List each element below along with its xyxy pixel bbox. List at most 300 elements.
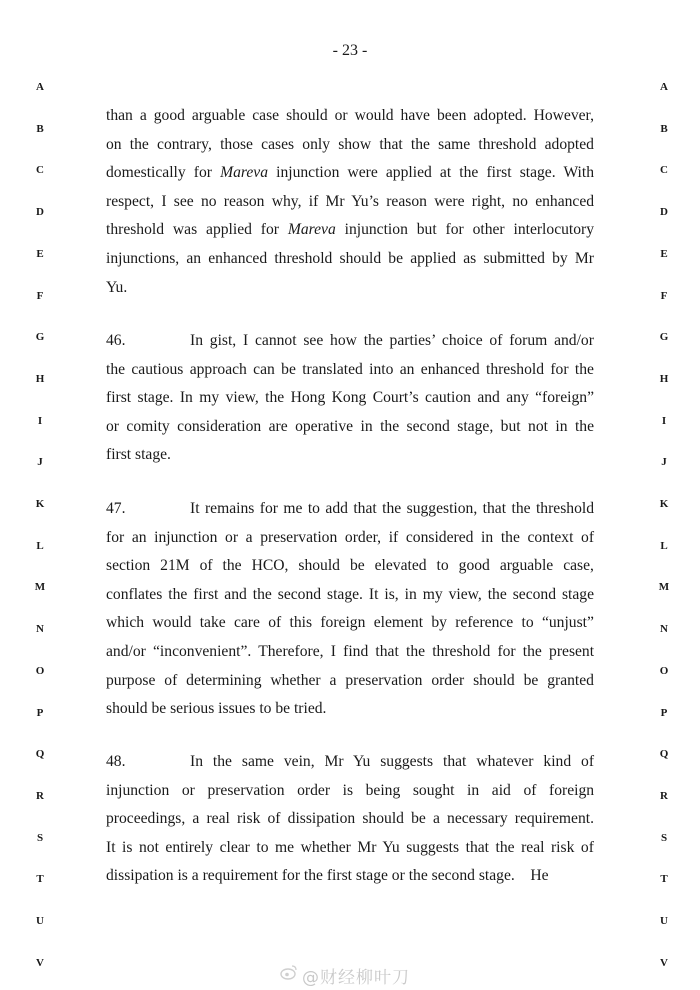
word: how — [330, 332, 357, 349]
word: can — [253, 360, 275, 378]
word: respect, — [106, 192, 155, 210]
word: operative — [295, 417, 354, 435]
page-number: - 23 - — [332, 42, 368, 59]
margin-letter-right: E — [660, 247, 668, 260]
word: case, — [563, 557, 594, 575]
margin-letter-right: O — [659, 664, 669, 677]
word: aid — [491, 781, 511, 799]
word: should — [339, 250, 382, 267]
word: be — [281, 360, 296, 378]
word: an — [131, 528, 147, 546]
word: Therefore, — [258, 643, 324, 660]
text-line — [106, 106, 594, 126]
word: applied — [410, 250, 457, 267]
word: risk — [236, 810, 261, 828]
word: to — [436, 557, 449, 575]
word: cases — [261, 135, 295, 153]
word: being — [365, 781, 401, 799]
text-line — [106, 642, 594, 662]
word: It — [106, 838, 116, 856]
margin-letter-right: S — [660, 831, 668, 844]
word: same — [241, 753, 274, 770]
word: my — [199, 389, 220, 407]
word: Mr — [324, 753, 344, 770]
margin-letter-left: K — [35, 498, 45, 510]
word: applied — [385, 164, 432, 182]
word: and/or — [554, 332, 594, 349]
word: I — [243, 332, 249, 349]
word: the — [168, 585, 188, 603]
word: enhanced — [208, 250, 268, 267]
word: as — [463, 250, 477, 267]
word: into — [369, 360, 394, 378]
word: to — [521, 614, 534, 632]
word: suggests — [380, 753, 434, 770]
word: reference — [455, 614, 514, 632]
word: stage — [561, 585, 594, 603]
italic-case-name: Mareva — [287, 221, 336, 239]
margin-letter-right: I — [661, 414, 667, 427]
word: approach — [189, 360, 247, 378]
word: Yu’s — [351, 192, 379, 210]
text-line — [106, 838, 594, 858]
margin-letter-left: S — [36, 831, 44, 844]
word: any — [506, 389, 529, 407]
word: in — [481, 528, 494, 546]
word: HCO, — [251, 557, 289, 575]
word: should — [473, 671, 515, 689]
word: is — [122, 838, 133, 856]
margin-letter-right: H — [659, 372, 669, 385]
word: the — [252, 585, 272, 603]
word: whether — [300, 838, 351, 856]
margin-letter-left: L — [36, 539, 44, 552]
word: but — [500, 417, 521, 435]
word: only — [302, 135, 330, 153]
word: the — [106, 360, 126, 378]
word: for — [259, 500, 278, 517]
word: by — [431, 614, 447, 632]
text-line — [190, 752, 594, 772]
word: were — [434, 192, 465, 210]
word: Kong — [331, 389, 367, 407]
word: whether — [270, 671, 321, 689]
word: a — [139, 107, 147, 124]
word: context — [527, 528, 574, 546]
word: see — [303, 332, 324, 349]
margin-letter-right: F — [660, 289, 668, 302]
paragraph-number: 47. — [106, 500, 126, 517]
word: in — [360, 417, 373, 435]
word: an — [399, 360, 415, 378]
word: submitted — [483, 250, 545, 267]
margin-letter-left: O — [35, 664, 45, 677]
word: suggestion, — [406, 500, 478, 517]
word: be — [349, 557, 365, 575]
margin-letter-right: U — [660, 915, 668, 927]
word: no — [200, 192, 217, 210]
margin-letter-right: B — [660, 122, 668, 135]
text-line — [106, 388, 594, 408]
word: in — [404, 585, 417, 603]
text-segment: dissipation is a requirement for the first stage or the second stage. He — [106, 867, 549, 885]
word: threshold — [432, 643, 491, 660]
word: my — [422, 585, 443, 603]
word: show — [338, 135, 372, 153]
word: present — [549, 643, 595, 660]
word: contrary, — [157, 135, 212, 153]
word: same — [438, 135, 471, 153]
margin-letter-right: V — [660, 956, 668, 969]
word: at — [439, 164, 452, 182]
word: gist, — [209, 332, 237, 349]
word: adopted — [544, 135, 594, 153]
word: section — [106, 557, 151, 575]
word: for — [260, 221, 279, 239]
word: 21M — [160, 557, 190, 575]
word: good — [458, 557, 490, 575]
word: stage. — [519, 164, 556, 182]
word: of — [581, 528, 595, 546]
text-line — [106, 360, 594, 380]
word: second — [277, 585, 322, 603]
word: this — [289, 614, 313, 632]
word: would — [354, 107, 394, 124]
word: Mr — [325, 192, 345, 210]
word: that — [443, 753, 467, 770]
word: dissipation — [287, 810, 356, 828]
word: choice — [441, 332, 483, 349]
margin-letter-right: M — [658, 581, 670, 594]
word: and — [477, 389, 500, 407]
word: of — [523, 781, 537, 799]
word: be — [411, 810, 426, 828]
text-line — [106, 671, 594, 691]
word: Mr — [357, 838, 377, 856]
word: injunction — [154, 528, 218, 546]
word: the — [222, 557, 242, 575]
word: in — [467, 781, 480, 799]
word: order — [431, 671, 465, 689]
text-line — [106, 613, 594, 633]
text-line — [106, 585, 594, 605]
word: should — [286, 107, 328, 124]
word: which — [106, 614, 145, 632]
margin-letter-right: C — [660, 164, 668, 177]
word: a — [245, 528, 253, 546]
word: right, — [471, 192, 506, 210]
word: caution — [425, 389, 471, 407]
word: forum — [509, 332, 548, 349]
word: should — [362, 810, 404, 828]
word: injunction — [344, 221, 408, 239]
word: arguable — [499, 557, 554, 575]
word: that — [465, 838, 489, 856]
word: real — [206, 810, 230, 828]
word: translated — [302, 360, 363, 378]
word: first — [486, 164, 512, 182]
text-segment: first stage. — [106, 446, 171, 464]
word: for — [106, 528, 125, 546]
word: case — [252, 107, 280, 124]
word: or — [225, 528, 239, 546]
word: threshold — [485, 360, 545, 378]
margin-letter-right: A — [660, 81, 668, 93]
word: injunctions, — [106, 250, 180, 267]
word: Yu — [352, 753, 371, 770]
word: or — [334, 107, 348, 124]
word: granted — [547, 671, 594, 689]
word: entirely — [165, 838, 214, 856]
word: order — [297, 781, 331, 799]
word: domestically — [106, 164, 186, 182]
word: the — [487, 585, 507, 603]
word: and — [224, 585, 247, 603]
margin-letter-left: N — [36, 623, 44, 636]
margin-letter-right: R — [660, 789, 668, 802]
word: take — [199, 614, 226, 632]
margin-letter-right: K — [659, 498, 669, 510]
text-line — [106, 781, 594, 801]
word: Mr — [574, 250, 594, 267]
word: It — [368, 585, 379, 603]
margin-letter-right: J — [661, 456, 667, 469]
text-segment: should be serious issues to be tried. — [106, 700, 327, 718]
word: threshold — [535, 500, 595, 517]
text-line — [106, 866, 594, 886]
word: would — [152, 614, 192, 632]
word: sought — [412, 781, 455, 799]
word: a — [432, 810, 440, 828]
margin-letter-left: U — [36, 915, 44, 927]
word: real — [521, 838, 545, 856]
word: those — [220, 135, 253, 153]
margin-letter-right: P — [660, 706, 668, 719]
word: the — [522, 643, 542, 660]
word: that — [353, 500, 377, 517]
margin-letter-left: J — [37, 456, 43, 469]
paragraph-number: 48. — [106, 753, 126, 770]
word: second — [406, 417, 450, 435]
word: In — [190, 753, 203, 770]
text-line — [106, 528, 594, 548]
word: why, — [271, 192, 302, 210]
word: me — [275, 838, 295, 856]
word: in — [555, 417, 568, 435]
word: of — [267, 810, 281, 828]
word: “inconvenient”. — [153, 643, 252, 660]
word: by — [552, 250, 568, 267]
word: good — [153, 107, 185, 124]
word: first — [106, 389, 132, 407]
word: conflates — [106, 585, 163, 603]
word: of — [164, 671, 178, 689]
word: applied — [206, 221, 252, 239]
word: reason — [386, 192, 427, 210]
word: that — [375, 643, 399, 660]
word: suggests — [406, 838, 460, 856]
text-line — [106, 417, 594, 437]
text-line — [106, 445, 594, 465]
word: preservation — [260, 528, 338, 546]
word: requirement. — [514, 810, 594, 828]
word: me — [283, 500, 303, 517]
word: than — [106, 107, 133, 124]
word: a — [192, 810, 200, 828]
word: preservation — [345, 671, 423, 689]
word: or — [106, 417, 119, 435]
word: of — [489, 332, 503, 349]
word: stage. — [327, 585, 363, 603]
word: foreign — [549, 781, 595, 799]
word: arguable — [191, 107, 246, 124]
margin-letter-left: E — [36, 247, 44, 260]
word: remains — [204, 500, 255, 517]
word: comity — [126, 417, 170, 435]
word: second — [512, 585, 557, 603]
word: stage, — [457, 417, 494, 435]
word: With — [563, 164, 595, 182]
word: “unjust” — [541, 614, 594, 632]
word: not — [138, 838, 159, 856]
italic-case-name: Mareva — [220, 164, 269, 182]
word: the — [574, 417, 594, 435]
word: the — [459, 164, 479, 182]
weibo-logo-icon — [280, 964, 298, 980]
word: are — [268, 417, 288, 435]
margin-letter-left: P — [36, 706, 44, 719]
word: was — [172, 221, 198, 239]
word: if — [388, 528, 399, 546]
margin-letter-right: L — [660, 539, 668, 552]
word: view, — [225, 389, 259, 407]
word: should — [298, 557, 340, 575]
margin-letter-left: B — [36, 122, 44, 135]
margin-letter-left: A — [36, 81, 44, 93]
word: been — [436, 107, 467, 124]
word: care — [233, 614, 260, 632]
word: It — [190, 500, 200, 517]
word: to — [256, 838, 269, 856]
word: be — [388, 250, 404, 267]
word: for — [193, 164, 212, 182]
word: “foreign” — [535, 389, 595, 407]
text-line — [106, 220, 594, 240]
word: were — [347, 164, 378, 182]
word: be — [523, 671, 539, 689]
word: Court’s — [372, 389, 419, 407]
word: reason — [223, 192, 265, 210]
word: risk — [550, 838, 575, 856]
word: considered — [405, 528, 474, 546]
word: stage. — [137, 389, 174, 407]
text-line — [106, 699, 594, 719]
margin-letter-left: T — [36, 873, 44, 886]
margin-letter-right: G — [659, 331, 669, 344]
word: no — [512, 192, 528, 210]
word: the — [380, 417, 400, 435]
word: I — [161, 192, 167, 210]
word: first — [193, 585, 219, 603]
word: the — [495, 838, 515, 856]
text-line — [106, 278, 594, 298]
word: of — [199, 557, 213, 575]
word: find — [343, 643, 369, 660]
word: enhanced — [420, 360, 480, 378]
text-line — [106, 135, 594, 155]
word: the — [500, 528, 520, 546]
word: view, — [448, 585, 482, 603]
word: see — [173, 192, 194, 210]
word: if — [308, 192, 319, 210]
word: cautious — [131, 360, 184, 378]
word: whatever — [476, 753, 534, 770]
word: enhanced — [535, 192, 595, 210]
word: add — [325, 500, 348, 517]
margin-letter-left: I — [37, 414, 43, 427]
word: and/or — [106, 643, 146, 660]
margin-letter-left: V — [36, 956, 44, 969]
margin-letter-right: N — [660, 623, 668, 636]
word: clear — [219, 838, 250, 856]
word: In — [190, 332, 203, 349]
text-line — [106, 192, 594, 212]
word: injunction — [276, 164, 340, 182]
word: have — [400, 107, 430, 124]
word: the — [363, 332, 383, 349]
word: interlocutory — [513, 221, 595, 239]
word: I — [330, 643, 336, 660]
word: Yu — [382, 838, 400, 856]
word: the — [511, 500, 531, 517]
word: In — [179, 389, 193, 407]
margin-letter-left: G — [35, 331, 45, 344]
word: that — [379, 135, 403, 153]
word: parties’ — [389, 332, 436, 349]
word: order, — [344, 528, 382, 546]
word: for — [497, 643, 516, 660]
margin-letter-right: Q — [659, 748, 669, 761]
word: necessary — [447, 810, 508, 828]
word: the — [574, 360, 594, 378]
word: threshold — [274, 250, 333, 267]
margin-letter-left: R — [36, 789, 44, 802]
word: adopted. — [473, 107, 527, 124]
margin-letter-left: Q — [35, 748, 45, 761]
word: the — [265, 389, 285, 407]
word: an — [186, 250, 202, 267]
word: elevated — [374, 557, 427, 575]
word: to — [307, 500, 320, 517]
margin-letter-right: D — [660, 206, 668, 219]
paragraph-number: 46. — [106, 332, 126, 349]
word: injunction — [106, 781, 170, 799]
word: the — [382, 500, 402, 517]
word: kind — [543, 753, 572, 770]
word: other — [472, 221, 505, 239]
text-line — [106, 249, 594, 269]
word: or — [181, 781, 195, 799]
word: foreign — [320, 614, 366, 632]
word: on — [106, 135, 122, 153]
word: for — [445, 221, 464, 239]
word: a — [329, 671, 337, 689]
word: not — [528, 417, 548, 435]
word: the — [410, 135, 430, 153]
word: is, — [384, 585, 399, 603]
word: that — [482, 500, 507, 517]
margin-letter-left: M — [34, 581, 46, 594]
